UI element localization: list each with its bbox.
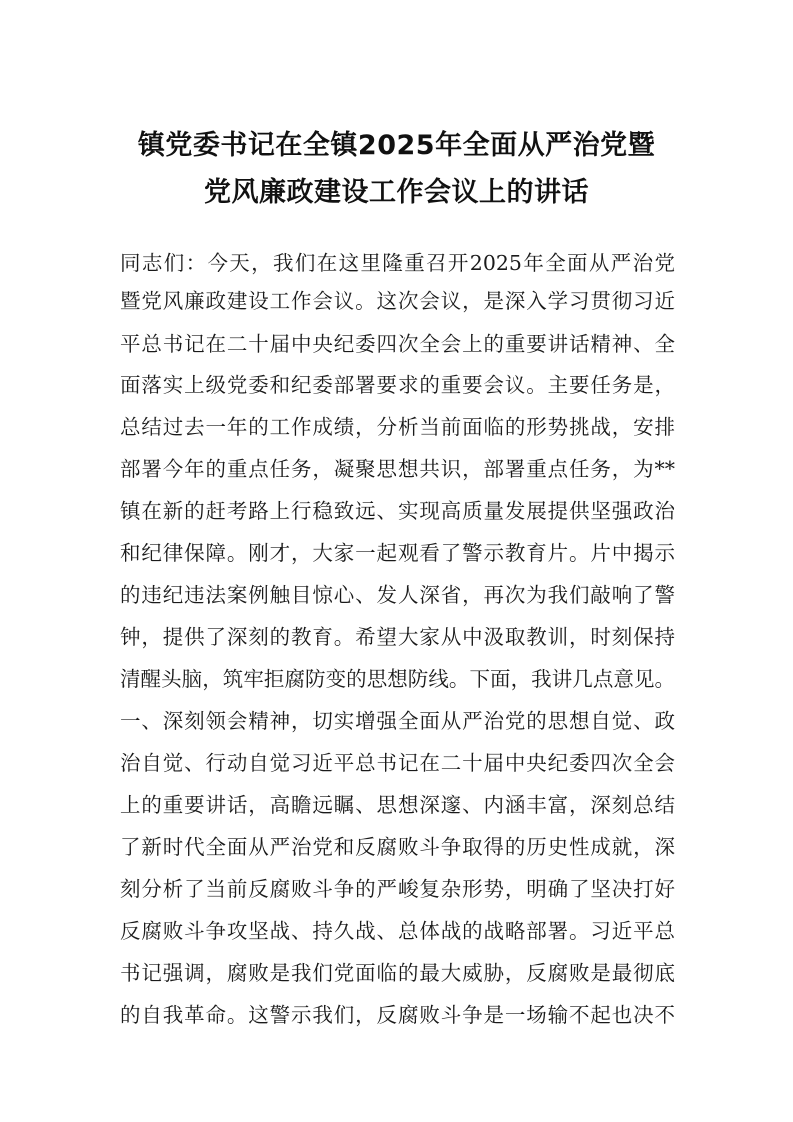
body-line: 和纪律保障。刚才，大家一起观看了警示教育片。片中揭示 xyxy=(120,541,675,565)
body-line: 治自觉、行动自觉习近平总书记在二十届中央纪委四次全会 xyxy=(120,751,675,775)
body-line: 书记强调，腐败是我们党面临的最大威胁，反腐败是最彻底 xyxy=(120,961,675,985)
body-line: 总结过去一年的工作成绩，分析当前面临的形势挑战，安排 xyxy=(120,415,675,439)
body-line: 清醒头脑，筑牢拒腐防变的思想防线。下面，我讲几点意见。 xyxy=(120,667,675,691)
body-line: 钟，提供了深刻的教育。希望大家从中汲取教训，时刻保持 xyxy=(120,625,675,649)
body-line: 的自我革命。这警示我们，反腐败斗争是一场输不起也决不 xyxy=(120,1003,675,1027)
body-line: 部署今年的重点任务，凝聚思想共识，部署重点任务，为** xyxy=(120,457,675,481)
body-line: 上的重要讲话，高瞻远瞩、思想深邃、内涵丰富，深刻总结 xyxy=(120,793,675,817)
body-line: 的违纪违法案例触目惊心、发人深省，再次为我们敲响了警 xyxy=(120,583,675,607)
body-line: 了新时代全面从严治党和反腐败斗争取得的历史性成就，深 xyxy=(120,835,675,859)
body-line: 暨党风廉政建设工作会议。这次会议，是深入学习贯彻习近 xyxy=(120,289,675,313)
document-title-line-2: 党风廉政建设工作会议上的讲话 xyxy=(204,177,589,208)
body-line: 反腐败斗争攻坚战、持久战、总体战的战略部署。习近平总 xyxy=(120,919,675,943)
body-line: 镇在新的赶考路上行稳致远、实现高质量发展提供坚强政治 xyxy=(120,499,675,523)
body-line: 平总书记在二十届中央纪委四次全会上的重要讲话精神、全 xyxy=(120,332,675,356)
body-line: 一、深刻领会精神，切实增强全面从严治党的思想自觉、政 xyxy=(120,709,675,733)
body-line: 面落实上级党委和纪委部署要求的重要会议。主要任务是， xyxy=(120,373,675,397)
body-line: 刻分析了当前反腐败斗争的严峻复杂形势，明确了坚决打好 xyxy=(120,877,675,901)
body-line: 同志们：今天，我们在这里隆重召开2025年全面从严治党 xyxy=(120,251,675,275)
document-title-line-1: 镇党委书记在全镇2025年全面从严治党暨 xyxy=(137,130,656,161)
